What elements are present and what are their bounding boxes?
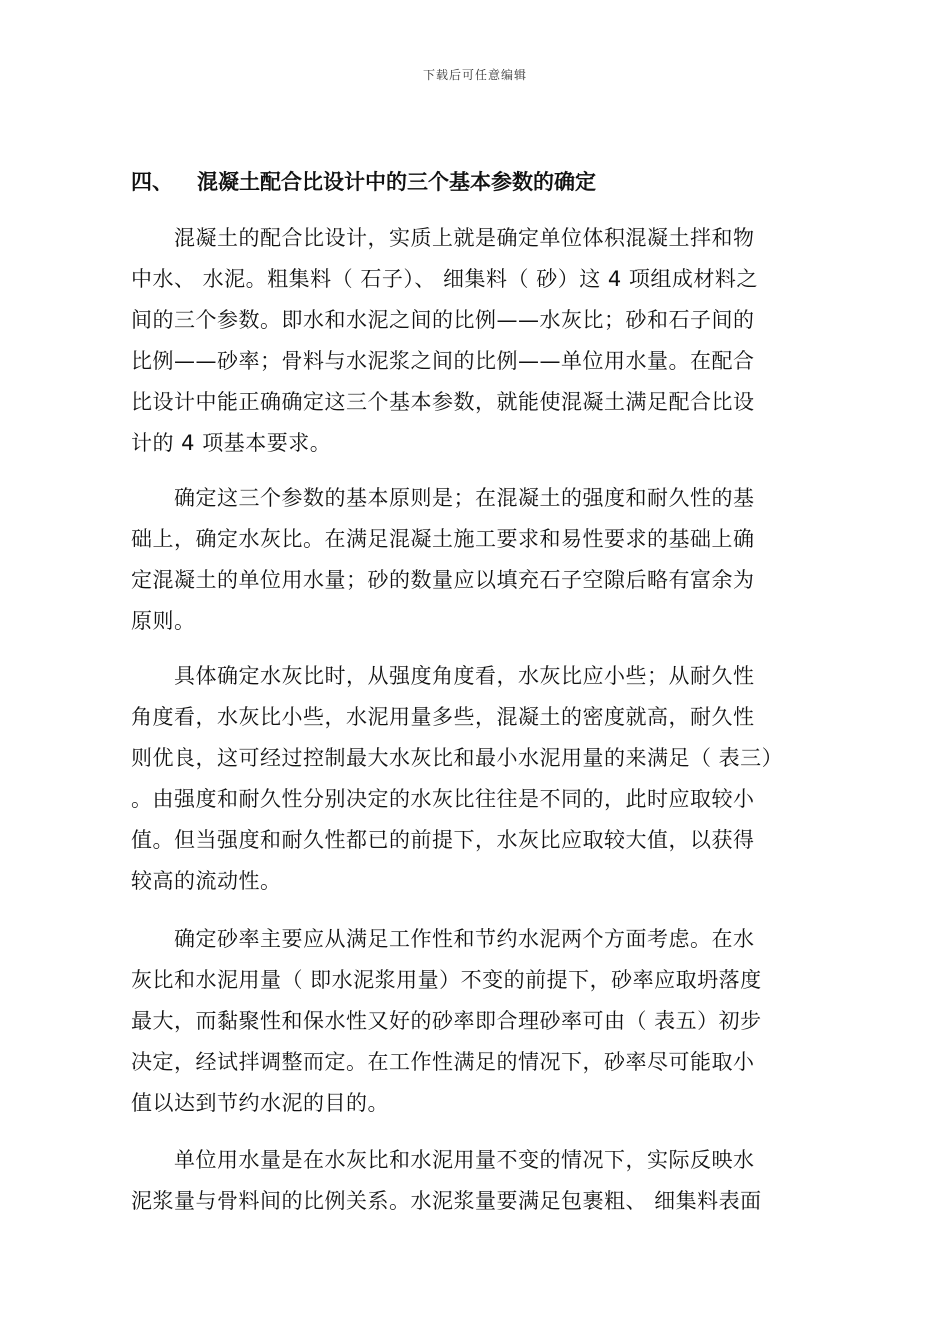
text-line: 间的三个参数。即水和水泥之间的比例——水灰比；砂和石子间的 bbox=[131, 308, 755, 332]
text-line: 确定这三个参数的基本原则是；在混凝土的强度和耐久性的基 bbox=[131, 486, 755, 510]
text-line: 础上，确定水灰比。在满足混凝土施工要求和易性要求的基础上确 bbox=[131, 527, 755, 551]
text-line: 较高的流动性。 bbox=[131, 869, 282, 893]
text-line: 原则。 bbox=[131, 609, 196, 633]
text-line: 灰比和水泥用量（ 即水泥浆用量）不变的前提下，砂率应取坍落度 bbox=[131, 968, 762, 992]
text-line: 则优良，这可经过控制最大水灰比和最小水泥用量的来满足（ 表三） bbox=[131, 746, 784, 770]
section-heading bbox=[131, 166, 596, 196]
section-title: 混凝土配合比设计中的三个基本参数的确定 bbox=[197, 170, 596, 194]
section-number: 四、 bbox=[131, 170, 173, 194]
paragraph-5 bbox=[131, 1140, 821, 1222]
text-line: 具体确定水灰比时，从强度角度看，水灰比应小些；从耐久性 bbox=[131, 664, 755, 688]
paragraph-1 bbox=[131, 218, 821, 464]
text-line: 。由强度和耐久性分别决定的水灰比往往是不同的，此时应取较小 bbox=[131, 787, 755, 811]
text-line: 最大，而黏聚性和保水性又好的砂率即合理砂率可由（ 表五）初步 bbox=[131, 1009, 762, 1033]
text-line: 决定，经试拌调整而定。在工作性满足的情况下，砂率尽可能取小 bbox=[131, 1050, 755, 1074]
text-line: 比设计中能正确确定这三个基本参数，就能使混凝土满足配合比设 bbox=[131, 390, 755, 414]
text-line: 比例——砂率；骨料与水泥浆之间的比例——单位用水量。在配合 bbox=[131, 349, 755, 373]
paragraph-3 bbox=[131, 656, 821, 902]
text-line: 计的 4 项基本要求。 bbox=[131, 431, 332, 455]
text-line: 泥浆量与骨料间的比例关系。水泥浆量要满足包裹粗、 细集料表面 bbox=[131, 1189, 762, 1213]
text-line: 单位用水量是在水灰比和水泥用量不变的情况下，实际反映水 bbox=[131, 1148, 755, 1172]
text-line: 中水、 水泥。粗集料（ 石子）、 细集料（ 砂）这 4 项组成材料之 bbox=[131, 267, 758, 291]
text-line: 确定砂率主要应从满足工作性和节约水泥两个方面考虑。在水 bbox=[131, 927, 755, 951]
text-line: 定混凝土的单位用水量；砂的数量应以填充石子空隙后略有富余为 bbox=[131, 568, 755, 592]
text-line: 值以达到节约水泥的目的。 bbox=[131, 1091, 389, 1115]
text-line: 混凝土的配合比设计，实质上就是确定单位体积混凝土拌和物 bbox=[131, 226, 755, 250]
text-line: 角度看，水灰比小些，水泥用量多些，混凝土的密度就高，耐久性 bbox=[131, 705, 755, 729]
text-line: 值。但当强度和耐久性都已的前提下，水灰比应取较大值，以获得 bbox=[131, 828, 755, 852]
paragraph-4 bbox=[131, 919, 821, 1124]
paragraph-2 bbox=[131, 478, 821, 642]
page-header-note: 下载后可任意编辑 bbox=[422, 68, 527, 82]
